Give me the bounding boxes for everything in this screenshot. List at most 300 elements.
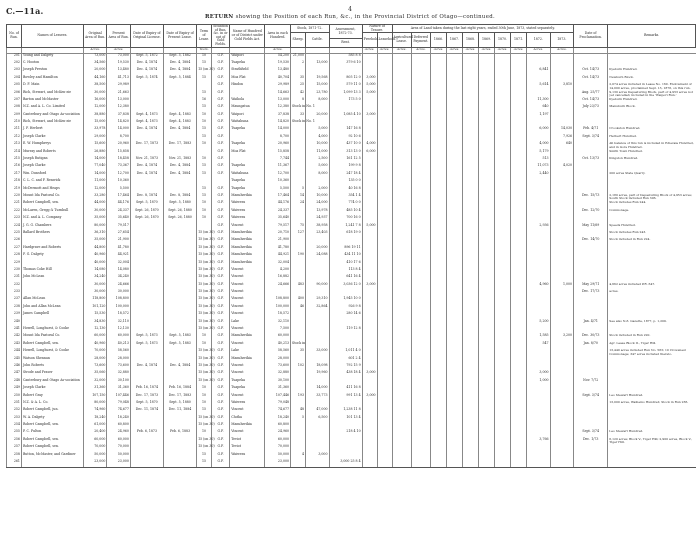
cell-area: 50,000 — [265, 453, 291, 460]
cell-eo — [130, 179, 163, 186]
cell-empty — [511, 142, 527, 149]
cell-sheep — [291, 238, 306, 245]
cell-no: 226 — [7, 238, 22, 245]
cell-orig: 14,000 — [83, 157, 106, 164]
cell-orig: 12,000 — [83, 105, 106, 112]
cell-fh — [362, 61, 377, 68]
cell-name: Joseph Preston — [21, 68, 83, 75]
cell-empty — [411, 157, 430, 164]
unit-acres: Acres. — [411, 47, 430, 53]
cell-empty — [495, 408, 511, 415]
cell-proc — [574, 53, 608, 61]
cell-empty — [495, 327, 511, 334]
cell-lh — [377, 61, 392, 68]
cell-eo — [130, 283, 163, 290]
cell-empty — [511, 61, 527, 68]
cell-empty — [479, 127, 495, 134]
cell-ep — [163, 83, 196, 90]
cell-eo: Dec. 17, 1873 — [130, 142, 163, 149]
cell-assess: 774 0 0 — [329, 201, 362, 208]
cell-name: Canterbury and Otago As-sociation — [21, 379, 83, 386]
cell-no: 253 — [7, 416, 22, 423]
cell-empty — [479, 135, 495, 142]
cell-hund: Clutha — [230, 416, 265, 423]
cell-empty — [495, 438, 511, 445]
cell-empty — [392, 194, 411, 201]
cell-rem — [608, 364, 696, 371]
cell-present: 12,380 — [107, 105, 130, 112]
cell-empty — [430, 364, 446, 371]
cell-empty — [463, 83, 479, 90]
cell-present: 30,100 — [107, 379, 130, 386]
cell-fh: 4,000 — [362, 142, 377, 149]
cell-lh — [377, 305, 392, 312]
cell-present: 24,337 — [107, 209, 130, 216]
cell-term: 10 — [197, 216, 212, 223]
cell-empty — [511, 172, 527, 179]
cell-no: 218 — [7, 179, 22, 186]
cell-y1873 — [550, 238, 574, 245]
cell-rem — [608, 297, 696, 304]
cell-cattle: 33,000 — [306, 349, 330, 356]
cell-ep — [163, 268, 196, 275]
cell-lh — [377, 261, 392, 268]
col-expiry-orig: Date of Expiry of Original License. — [130, 25, 163, 48]
cell-proc — [574, 453, 608, 460]
cell-empty — [495, 320, 511, 327]
cell-assess: 438 18 4 — [329, 371, 362, 378]
cell-hund: Manuherikia — [230, 357, 265, 364]
cell-empty — [463, 342, 479, 349]
cell-area: 14,820 — [265, 120, 291, 127]
cell-fh — [362, 98, 377, 105]
cell-empty — [446, 187, 462, 194]
cell-empty — [463, 231, 479, 238]
cell-present: 60,000 — [107, 438, 130, 445]
cell-no: 248 — [7, 379, 22, 386]
cell-empty — [430, 342, 446, 349]
cell-empty — [411, 423, 430, 430]
cell-empty — [446, 201, 462, 208]
cell-area: 4,200 — [265, 268, 291, 275]
cell-empty — [479, 401, 495, 408]
cell-sit: G.F. — [212, 275, 230, 282]
cell-empty — [495, 187, 511, 194]
cell-lh — [377, 268, 392, 275]
cell-lh — [377, 386, 392, 393]
col-1868: 1868. — [463, 33, 479, 47]
cell-proc: Sept. 3/74 — [574, 394, 608, 401]
cell-empty — [430, 297, 446, 304]
cell-eo: Sept. 5, 1873 — [130, 342, 163, 349]
cell-hund: Vincent — [230, 430, 265, 437]
cell-proc: Jan. 4/71 — [574, 320, 608, 327]
cell-assess: 434 11 10 — [329, 253, 362, 260]
cell-empty — [511, 297, 527, 304]
cell-sheep: 483 — [291, 283, 306, 290]
cell-empty — [446, 83, 462, 90]
cell-y1873: 3,810 — [550, 83, 574, 90]
cell-lh — [377, 76, 392, 83]
cell-no: 211 — [7, 127, 22, 134]
cell-empty — [430, 127, 446, 134]
cell-y1873 — [550, 224, 574, 231]
cell-eo: Dec. 8, 1874 — [130, 194, 163, 201]
cell-proc — [574, 253, 608, 260]
cell-empty — [511, 371, 527, 378]
cell-y1872: 640 — [527, 105, 550, 112]
cell-hund: Waiwera — [230, 216, 265, 223]
cell-sit: G.F. — [212, 83, 230, 90]
cell-y1872 — [527, 386, 550, 393]
cell-present: 31,360 — [107, 386, 130, 393]
cell-ep — [163, 438, 196, 445]
cell-y1873 — [550, 379, 574, 386]
cell-empty — [430, 261, 446, 268]
cell-fh: 5,000 — [362, 91, 377, 98]
cell-hund: Teviot — [230, 445, 265, 452]
col-rent: Rent. — [329, 39, 362, 47]
cell-eo: Sept. 26, 1870 — [130, 216, 163, 223]
cell-empty — [463, 445, 479, 452]
cell-ep — [163, 238, 196, 245]
cell-empty — [479, 179, 495, 186]
cell-fh — [362, 327, 377, 334]
cell-present: 14,080 — [107, 268, 130, 275]
cell-assess: 1,238 11 8 — [329, 408, 362, 415]
cell-ep: Dec. 4, 1884 — [163, 164, 196, 171]
cell-empty — [511, 460, 527, 468]
cell-rem — [608, 379, 696, 386]
cell-cattle — [306, 423, 330, 430]
col-present-area: Present Area of Run. — [107, 25, 130, 48]
cell-area: 10,360 — [265, 179, 291, 186]
cell-area: 13,480 — [265, 68, 291, 75]
cell-orig: 11,000 — [83, 179, 106, 186]
cell-sheep: 25 — [291, 83, 306, 90]
cell-present: 13,000 — [107, 98, 130, 105]
cell-lh — [377, 349, 392, 356]
cell-present: 18,572 — [107, 312, 130, 319]
cell-proc — [574, 416, 608, 423]
cell-eo — [130, 290, 163, 297]
cell-no: 237 — [7, 297, 22, 304]
cell-hund: Waihola — [230, 98, 265, 105]
cell-proc — [574, 172, 608, 179]
cell-ep: Dec. 4, 1884 — [163, 172, 196, 179]
cell-empty — [495, 224, 511, 231]
cell-sheep — [291, 327, 306, 334]
cell-hund: Teviot — [230, 438, 265, 445]
cell-empty — [479, 445, 495, 452]
cell-empty — [495, 76, 511, 83]
cell-empty — [495, 394, 511, 401]
cell-name: Bowley and Hamilton — [21, 76, 83, 83]
cell-empty — [495, 172, 511, 179]
cell-no: 251 — [7, 401, 22, 408]
cell-empty — [446, 394, 462, 401]
cell-lh — [377, 379, 392, 386]
cell-term: 15 (on 30) — [197, 416, 212, 423]
cell-empty — [511, 430, 527, 437]
cell-y1872 — [527, 460, 550, 468]
cell-assess — [329, 445, 362, 452]
cell-empty — [463, 68, 479, 75]
cell-area: 5,500 — [265, 187, 291, 194]
cell-ep — [163, 312, 196, 319]
cell-sit: G.F. — [212, 120, 230, 127]
cell-rem: Leo Stewart Hundred. — [608, 394, 696, 401]
cell-cattle: 24,088 — [306, 253, 330, 260]
cell-empty — [495, 150, 511, 157]
cell-cattle: 29,310 — [306, 297, 330, 304]
cell-name: Robert Campbell, sen. — [21, 342, 83, 349]
cell-sit: G.F. — [212, 430, 230, 437]
cell-present: 108,800 — [107, 297, 130, 304]
cell-lh — [377, 430, 392, 437]
cell-empty — [463, 312, 479, 319]
cell-orig: 118,800 — [83, 297, 106, 304]
cell-no: 214 — [7, 150, 22, 157]
cell-y1873 — [550, 290, 574, 297]
cell-y1873 — [550, 357, 574, 364]
cell-empty — [479, 371, 495, 378]
cell-y1872 — [527, 179, 550, 186]
cell-no: 258 — [7, 453, 22, 460]
cell-empty — [495, 305, 511, 312]
cell-lh — [377, 394, 392, 401]
cell-empty — [511, 275, 527, 282]
cell-empty — [463, 105, 479, 112]
cell-no: 220 — [7, 194, 22, 201]
cell-present: 79,517 — [107, 224, 130, 231]
cell-empty — [479, 408, 495, 415]
cell-orig: 15,600 — [83, 142, 106, 149]
cell-y1873 — [550, 194, 574, 201]
cell-proc — [574, 445, 608, 452]
cell-name: F. G. Dalgety — [21, 253, 83, 260]
cell-empty — [495, 290, 511, 297]
cell-y1872 — [527, 187, 550, 194]
cell-present: 28,000 — [107, 357, 130, 364]
cell-lh — [377, 179, 392, 186]
cell-lh — [377, 320, 392, 327]
header-row-1 — [7, 25, 696, 33]
unit-acres: Acres. — [495, 47, 511, 53]
cell-orig: 12,130 — [83, 327, 106, 334]
cell-empty — [479, 150, 495, 157]
cell-name: Thomas Coke Hill — [21, 268, 83, 275]
cell-lh — [377, 253, 392, 260]
cell-present: 14,000 — [107, 127, 130, 134]
cell-rem: Speeds Hundred. — [608, 224, 696, 231]
cell-empty — [430, 187, 446, 194]
cell-present: 32,004 — [107, 261, 130, 268]
cell-y1873 — [550, 201, 574, 208]
cell-empty — [479, 231, 495, 238]
cell-empty — [511, 127, 527, 134]
cell-sit: G.F. — [212, 408, 230, 415]
cell-empty — [479, 268, 495, 275]
cell-y1873 — [550, 401, 574, 408]
cell-empty — [430, 379, 446, 386]
cell-proc — [574, 460, 608, 468]
cell-empty — [430, 157, 446, 164]
cell-y1873 — [550, 312, 574, 319]
cell-present: 15,858 — [107, 150, 130, 157]
cell-cattle: 14,000 — [306, 386, 330, 393]
cell-ep: Sept. 5, 1880 — [163, 401, 196, 408]
col-cattle: Cattle. — [306, 33, 330, 47]
cell-hund: Vincent — [230, 224, 265, 231]
cell-empty — [479, 246, 495, 253]
cell-name: J. G. G. Chambers — [21, 224, 83, 231]
cell-empty — [392, 261, 411, 268]
cell-empty — [392, 164, 411, 171]
cell-sheep: 35 — [291, 76, 306, 83]
cell-name: John McLean — [21, 275, 83, 282]
table-row — [7, 460, 696, 468]
cell-empty — [479, 438, 495, 445]
cell-empty — [411, 135, 430, 142]
cell-orig: 20,400 — [83, 430, 106, 437]
cell-empty — [511, 164, 527, 171]
cell-eo: Dec. 4, 1874 — [130, 68, 163, 75]
cell-orig: 50,000 — [83, 453, 106, 460]
cell-empty — [430, 209, 446, 216]
cell-empty — [446, 53, 462, 61]
cell-empty — [463, 224, 479, 231]
cell-no: 261 — [7, 460, 22, 468]
cell-sheep: 75 — [291, 224, 306, 231]
cell-area: 24,666 — [265, 283, 291, 290]
cell-empty — [430, 386, 446, 393]
cell-empty — [446, 416, 462, 423]
cell-assess: 585 8 8 — [329, 53, 362, 61]
cell-hund: Manuherikia — [230, 194, 265, 201]
cell-ep — [163, 416, 196, 423]
cell-name: McDermott and Heaps — [21, 187, 83, 194]
cell-ep: Dec. 17, 1883 — [163, 142, 196, 149]
cell-sheep: Stock in No. 1 — [291, 120, 306, 127]
cell-orig: 40,960 — [83, 253, 106, 260]
cell-no: 255 — [7, 430, 22, 437]
cell-cattle: 90,000 — [306, 283, 330, 290]
cell-present: 32,110 — [107, 320, 130, 327]
cell-empty — [392, 283, 411, 290]
cell-empty — [446, 179, 462, 186]
cell-assess: 119 12 8 — [329, 327, 362, 334]
cell-orig: 33,280 — [83, 194, 106, 201]
cell-y1873 — [550, 187, 574, 194]
cell-y1872 — [527, 290, 550, 297]
cell-empty — [495, 342, 511, 349]
cell-cattle — [306, 334, 330, 341]
cell-sheep: 35 — [291, 349, 306, 356]
cell-empty — [430, 445, 446, 452]
cell-eo — [130, 349, 163, 356]
cell-empty — [495, 275, 511, 282]
cell-empty — [411, 364, 430, 371]
cell-empty — [446, 172, 462, 179]
cell-term: 15 (on 30) — [197, 379, 212, 386]
cell-rem: 2,074 acres included in Lease No. 160. Endowment of 14,000 acres, proclaimed Sept. 13, 1876, on this run. — [608, 83, 696, 90]
cell-term: 10 — [197, 53, 212, 61]
cell-term: 15 (on 30) — [197, 275, 212, 282]
cell-lh — [377, 120, 392, 127]
cell-fh — [362, 430, 377, 437]
cell-no: 219 — [7, 187, 22, 194]
cell-cattle: 5,000 — [306, 127, 330, 134]
cell-empty — [446, 334, 462, 341]
col-sheep: Sheep. — [291, 33, 306, 47]
cell-empty — [446, 98, 462, 105]
cell-empty — [495, 357, 511, 364]
cell-empty — [495, 157, 511, 164]
cell-y1872: 513 — [527, 157, 550, 164]
cell-proc: Feb. 4/71 — [574, 127, 608, 134]
cell-empty — [411, 209, 430, 216]
cell-hund: Vincent — [230, 312, 265, 319]
cell-name: N.Z. and A. L. Company — [21, 216, 83, 223]
cell-rem: Stock included in Run 220. — [608, 334, 696, 341]
cell-empty — [463, 127, 479, 134]
cell-sheep — [291, 460, 306, 468]
cell-empty — [511, 91, 527, 98]
cell-empty — [463, 394, 479, 401]
cell-no: 252 — [7, 408, 22, 415]
cell-y1872 — [527, 268, 550, 275]
cell-cattle — [306, 261, 330, 268]
cell-sit: G.F. — [212, 135, 230, 142]
cell-eo: Sept. 4, 1873 — [130, 120, 163, 127]
col-orig-area: Original Area of Run. — [83, 25, 106, 48]
cell-area: 14,663 — [265, 91, 291, 98]
cell-ep: Sept. 4, 1883 — [163, 120, 196, 127]
cell-present: 14,820 — [107, 120, 130, 127]
cell-empty — [463, 430, 479, 437]
cell-y1873 — [550, 394, 574, 401]
cell-hund: Tuapeka — [230, 379, 265, 386]
cell-empty — [511, 334, 527, 341]
cell-assess: 601 2 4 — [329, 357, 362, 364]
cell-empty — [411, 127, 430, 134]
cell-orig: 74,960 — [83, 408, 106, 415]
cell-lh — [377, 201, 392, 208]
cell-area: 60,000 — [265, 334, 291, 341]
cell-empty — [511, 364, 527, 371]
cell-proc: Aug. 25/77 — [574, 91, 608, 98]
cell-no: 233 — [7, 290, 22, 297]
cell-hund: Manuherikia — [230, 334, 265, 341]
cell-eo: Dec. 4, 1874 — [130, 61, 163, 68]
cell-empty — [463, 209, 479, 216]
cell-lh — [377, 231, 392, 238]
cell-cattle: 15,000 — [306, 83, 330, 90]
cell-fh — [362, 209, 377, 216]
cell-empty — [511, 238, 527, 245]
cell-hund: Tuapeka — [230, 386, 265, 393]
cell-empty — [430, 179, 446, 186]
cell-name: Joseph Clarke — [21, 386, 83, 393]
cell-orig: 70,000 — [83, 445, 106, 452]
cell-ep: Sept. 5, 1883 — [163, 334, 196, 341]
cell-orig: 34,560 — [83, 61, 106, 68]
cell-empty — [392, 201, 411, 208]
cell-present: 32,880 — [107, 371, 130, 378]
cell-empty — [411, 98, 430, 105]
cell-empty — [446, 253, 462, 260]
